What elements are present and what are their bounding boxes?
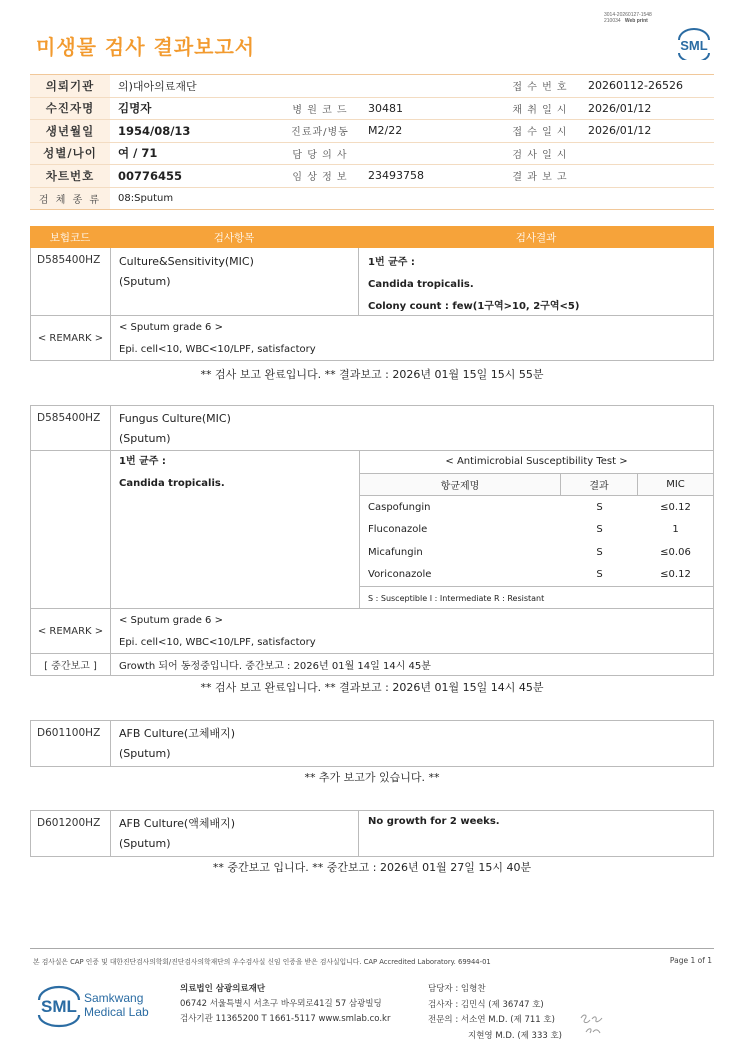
staff-manager: 담당자 : 임형찬 [428,984,486,994]
patient-info-table [30,74,714,210]
strain-label: 1번 균주 : [119,456,166,467]
test-item-name: AFB Culture(고체배지) [119,727,236,740]
drug-mic: ≤0.12 [660,569,691,581]
test-item-name: Fungus Culture(MIC) [119,412,231,425]
label-clinical: 임 상 정 보 [292,172,348,184]
result-block-afb-solid [30,720,714,767]
report-note: ** 중간보고 입니다. ** 중간보고 : 2026년 01월 27일 15시 40분 [212,861,532,874]
svg-text:Samkwang: Samkwang [84,991,144,1005]
label-chart: 차트번호 [30,165,110,187]
staff-info [428,982,562,1044]
interim-label: [ 중간보고 ] [31,654,111,675]
ast-row [360,496,713,519]
svg-text:SML: SML [41,997,77,1016]
value-test-date [580,143,714,165]
label-birth: 생년월일 [30,120,110,142]
test-item [111,721,713,766]
value-patient: 김명자 [118,101,152,116]
remark-detail: Epi. cell<10, WBC<10/LPF, satisfactory [119,636,316,648]
ast-header-row [360,474,713,497]
remark-text [111,316,713,360]
drug-result: S [596,524,603,536]
staff-specialist-1: 전문의 : 서소연 M.D. (제 711 호) [428,1015,555,1025]
test-code: D585400HZ [31,406,111,450]
signature-icon [578,1010,608,1040]
value-chart: 00776455 [118,168,183,183]
drug-result: S [596,546,603,558]
header-code: 보험코드 [49,231,91,244]
result-block-culture [30,248,714,361]
ast-body [360,496,713,587]
staff-specialist-2: 지현영 M.D. (제 333 호) [468,1030,563,1041]
value-hosp-code: 30481 [368,101,403,115]
code-spacer [31,451,111,608]
strain-cell [111,451,359,608]
ast-col-mic: MIC [666,478,685,490]
ast-legend: S : Susceptible I : Intermediate R : Resistant [368,593,545,603]
test-code: D585400HZ [31,248,111,315]
test-item [111,406,713,450]
samkwang-logo-icon [36,984,186,1028]
ast-row [360,519,713,542]
label-specimen: 검 체 종 류 [30,188,110,210]
result-block-afb-liquid [30,810,714,857]
value-recv-date: 2026/01/12 [588,124,652,138]
test-item [111,248,359,315]
label-sex-age: 성별/나이 [30,143,110,165]
strain-name: Candida tropicalis. [119,478,225,489]
remark-grade: < Sputum grade 6 > [119,614,223,626]
test-result: No growth for 2 weeks. [368,816,500,827]
test-code: D601200HZ [31,811,111,856]
value-dept: M2/22 [368,124,403,138]
test-item-name: AFB Culture(액체배지) [119,817,236,830]
test-result [359,248,713,315]
remark-text [111,609,713,653]
footer-divider [30,948,714,949]
staff-tester: 검사자 : 김민식 (제 36747 호) [428,999,544,1010]
test-code: D601100HZ [31,721,111,766]
drug-mic: 1 [672,524,679,536]
ast-col-drug: 항균제명 [360,474,561,496]
label-test-date: 검 사 일 시 [512,149,568,161]
result-colony-count: Colony count : few(1구역>10, 2구역<5) [368,301,580,312]
certification-note: 본 검사실은 CAP 인증 및 대한진단검사의학회/진단검사의학재단의 우수검사실 신임 인증을 받은 검사실입니다. CAP Accredited Laboratory. 69944-01 [33,958,491,966]
test-item-specimen: (Sputum) [119,432,171,445]
remark-label: < REMARK > [31,316,111,360]
value-recv-no: 20260112-26526 [588,79,683,93]
remark-label: < REMARK > [31,609,111,653]
value-sex-age: 여 / 71 [118,146,158,161]
ast-col-result: 결과 [561,474,638,496]
label-recv-date: 접 수 일 시 [512,127,568,139]
test-item-specimen: (Sputum) [119,275,171,288]
org-name: 의료법인 삼광의료재단 [180,984,266,994]
svg-text:SML: SML [680,38,708,53]
drug-result: S [596,569,603,581]
print-code: 3014-20260127-1548 210034 Web print [604,12,652,24]
result-table-header [30,226,714,248]
value-doctor [360,143,500,165]
header-result: 검사결과 [515,231,557,244]
page-number: Page 1 of 1 [669,956,712,965]
report-note: ** 검사 보고 완료입니다. ** 결과보고 : 2026년 01월 15일 14시 45분 [200,681,544,694]
test-item-specimen: (Sputum) [119,837,171,850]
org-address: 06742 서울특별시 서초구 바우뫼로41길 57 삼광빌딩 [180,999,382,1009]
value-clinical: 23493758 [368,169,424,183]
sml-logo-icon [675,26,713,60]
drug-name: Micafungin [368,546,423,558]
drug-name: Voriconazole [368,569,432,581]
report-note: ** 검사 보고 완료입니다. ** 결과보고 : 2026년 01월 15일 15시 55분 [200,368,544,381]
test-item-specimen: (Sputum) [119,747,171,760]
test-item-name: Culture&Sensitivity(MIC) [119,255,254,268]
org-info [180,982,390,1027]
interim-text: Growth 되어 동정중입니다. 중간보고 : 2026년 01월 14일 14시 45분 [119,661,431,672]
report-note: ** 추가 보고가 있습니다. ** [304,771,440,784]
value-specimen: 08:Sputum [118,192,174,204]
result-block-fungus [30,405,714,676]
ast-title: < Antimicrobial Susceptibility Test > [360,451,713,474]
value-report [580,165,714,187]
label-dept: 진료과/병동 [291,127,349,139]
remark-grade: < Sputum grade 6 > [119,321,223,333]
value-birth: 1954/08/13 [118,123,191,138]
ast-table [359,451,713,608]
value-request-org: 의)대아의료재단 [118,79,197,93]
label-patient: 수진자명 [30,98,110,120]
label-request-org: 의뢰기관 [30,75,110,97]
drug-result: S [596,501,603,513]
page-title: 미생물 검사 결과보고서 [36,35,256,59]
drug-name: Fluconazole [368,524,428,536]
test-item [111,811,359,856]
result-strain: Candida tropicalis. [368,279,474,290]
ast-row [360,541,713,564]
ast-row [360,564,713,587]
label-hosp-code: 병 원 코 드 [292,104,348,116]
org-contact: 검사기관 11365200 T 1661-5117 www.smlab.co.kr [180,1014,391,1024]
svg-text:Medical Lab: Medical Lab [84,1005,149,1019]
label-report: 결 과 보 고 [512,172,568,184]
result-strain-label: 1번 균주 : [368,257,415,268]
value-collect-date: 2026/01/12 [588,101,652,115]
label-recv-no: 접 수 번 호 [512,82,568,94]
label-collect-date: 채 취 일 시 [512,104,568,116]
drug-mic: ≤0.12 [660,501,691,513]
header-item: 검사항목 [213,231,255,244]
remark-detail: Epi. cell<10, WBC<10/LPF, satisfactory [119,343,316,355]
drug-name: Caspofungin [368,501,431,513]
label-doctor: 담 당 의 사 [292,149,348,161]
drug-mic: ≤0.06 [660,546,691,558]
